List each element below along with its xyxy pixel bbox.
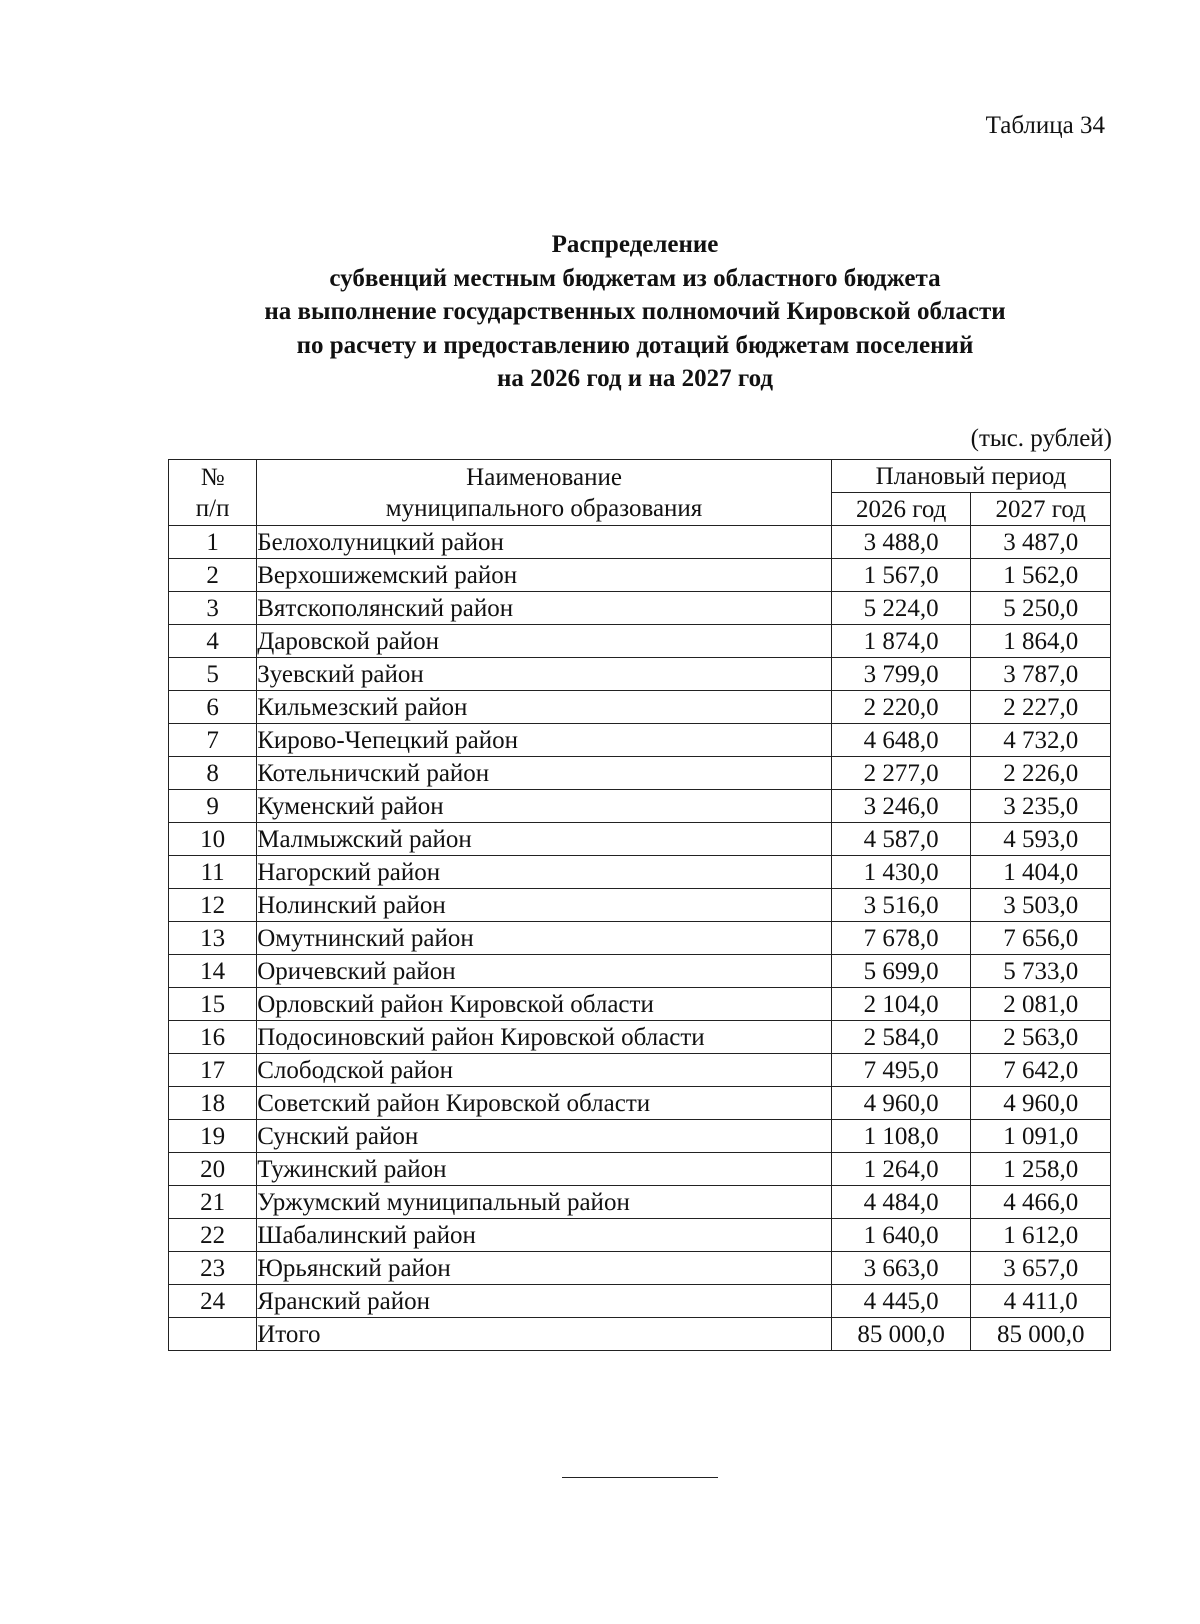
subvention-table — [168, 459, 1111, 1351]
amount-2027: 7 656,0 — [971, 922, 1111, 955]
municipality-name: Яранский район — [257, 1285, 832, 1318]
amount-2027: 1 091,0 — [971, 1120, 1111, 1153]
table-row — [169, 1153, 1111, 1186]
table-row — [169, 658, 1111, 691]
row-number: 18 — [169, 1087, 257, 1120]
amount-2026: 3 663,0 — [831, 1252, 971, 1285]
total-label: Итого — [257, 1318, 832, 1351]
header-row — [169, 460, 1111, 493]
footer-rule — [562, 1477, 718, 1478]
table-row — [169, 1087, 1111, 1120]
table-row — [169, 1219, 1111, 1252]
amount-2027: 3 487,0 — [971, 526, 1111, 559]
municipality-name: Кирово-Чепецкий район — [257, 724, 832, 757]
row-number: 2 — [169, 559, 257, 592]
amount-2026: 3 246,0 — [831, 790, 971, 823]
table-header — [169, 460, 1111, 526]
title-line: на 2026 год и на 2027 год — [496, 365, 774, 392]
amount-2027: 7 642,0 — [971, 1054, 1111, 1087]
row-number: 1 — [169, 526, 257, 559]
amount-2026: 1 567,0 — [831, 559, 971, 592]
amount-2027: 5 733,0 — [971, 955, 1111, 988]
table-row — [169, 889, 1111, 922]
header-name — [257, 460, 832, 526]
row-number: 12 — [169, 889, 257, 922]
table-row — [169, 757, 1111, 790]
amount-2027: 5 250,0 — [971, 592, 1111, 625]
row-number: 16 — [169, 1021, 257, 1054]
table-row — [169, 592, 1111, 625]
row-number: 8 — [169, 757, 257, 790]
table-body — [169, 526, 1111, 1351]
amount-2027: 1 258,0 — [971, 1153, 1111, 1186]
amount-2026: 4 484,0 — [831, 1186, 971, 1219]
amount-2027: 2 563,0 — [971, 1021, 1111, 1054]
amount-2027: 4 593,0 — [971, 823, 1111, 856]
row-number: 20 — [169, 1153, 257, 1186]
municipality-name: Сунский район — [257, 1120, 832, 1153]
amount-2026: 1 430,0 — [831, 856, 971, 889]
municipality-name: Советский район Кировской области — [257, 1087, 832, 1120]
amount-2026: 7 678,0 — [831, 922, 971, 955]
amount-2026: 5 699,0 — [831, 955, 971, 988]
municipality-name: Шабалинский район — [257, 1219, 832, 1252]
amount-2027: 3 787,0 — [971, 658, 1111, 691]
row-number: 15 — [169, 988, 257, 1021]
amount-2026: 1 874,0 — [831, 625, 971, 658]
header-period: Плановый период — [831, 460, 1110, 493]
amount-2026: 5 224,0 — [831, 592, 971, 625]
amount-2026: 3 488,0 — [831, 526, 971, 559]
municipality-name: Подосиновский район Кировской области — [257, 1021, 832, 1054]
row-number: 4 — [169, 625, 257, 658]
municipality-name: Тужинский район — [257, 1153, 832, 1186]
title-line: субвенций местным бюджетам из областного бюджета — [329, 264, 941, 292]
amount-2026: 4 960,0 — [831, 1087, 971, 1120]
amount-2026: 4 445,0 — [831, 1285, 971, 1318]
table-row — [169, 1252, 1111, 1285]
header-num — [169, 460, 257, 526]
amount-2027: 1 612,0 — [971, 1219, 1111, 1252]
row-number: 10 — [169, 823, 257, 856]
table-row — [169, 691, 1111, 724]
table-row — [169, 790, 1111, 823]
amount-2026: 2 277,0 — [831, 757, 971, 790]
table-row — [169, 625, 1111, 658]
amount-2027: 2 081,0 — [971, 988, 1111, 1021]
table-row — [169, 1120, 1111, 1153]
table-row — [169, 856, 1111, 889]
amount-2027: 3 657,0 — [971, 1252, 1111, 1285]
header-year-2026: 2026 год — [831, 493, 971, 526]
municipality-name: Вятскополянский район — [257, 592, 832, 625]
row-number: 11 — [169, 856, 257, 889]
municipality-name: Даровской район — [257, 625, 832, 658]
header-num-line1: № — [200, 463, 225, 491]
amount-2027: 3 235,0 — [971, 790, 1111, 823]
amount-2026: 3 516,0 — [831, 889, 971, 922]
row-number: 13 — [169, 922, 257, 955]
title-line: на выполнение государственных полномочий Кировской области — [264, 298, 1006, 325]
row-number: 3 — [169, 592, 257, 625]
title-line: по расчету и предоставлению дотаций бюджетам поселений — [296, 331, 974, 359]
municipality-name: Зуевский район — [257, 658, 832, 691]
amount-2026: 3 799,0 — [831, 658, 971, 691]
header-num-line2: п/п — [195, 494, 230, 522]
municipality-name: Котельничский район — [257, 757, 832, 790]
table-row — [169, 1054, 1111, 1087]
total-row — [169, 1318, 1111, 1351]
row-number: 19 — [169, 1120, 257, 1153]
amount-2026: 1 640,0 — [831, 1219, 971, 1252]
header-name-line1: Наименование — [466, 463, 622, 491]
units-label: (тыс. рублей) — [970, 425, 1112, 452]
municipality-name: Нолинский район — [257, 889, 832, 922]
table-row — [169, 724, 1111, 757]
row-number: 24 — [169, 1285, 257, 1318]
row-number: 17 — [169, 1054, 257, 1087]
amount-2026: 4 648,0 — [831, 724, 971, 757]
amount-2027: 4 732,0 — [971, 724, 1111, 757]
table-row — [169, 1186, 1111, 1219]
total-2027: 85 000,0 — [971, 1318, 1111, 1351]
municipality-name: Куменский район — [257, 790, 832, 823]
row-number: 6 — [169, 691, 257, 724]
amount-2027: 4 466,0 — [971, 1186, 1111, 1219]
amount-2027: 4 960,0 — [971, 1087, 1111, 1120]
amount-2026: 2 104,0 — [831, 988, 971, 1021]
amount-2026: 4 587,0 — [831, 823, 971, 856]
municipality-name: Нагорский район — [257, 856, 832, 889]
municipality-name: Омутнинский район — [257, 922, 832, 955]
municipality-name: Юрьянский район — [257, 1252, 832, 1285]
amount-2026: 1 264,0 — [831, 1153, 971, 1186]
table-row — [169, 559, 1111, 592]
row-number: 14 — [169, 955, 257, 988]
municipality-name: Орловский район Кировской области — [257, 988, 832, 1021]
municipality-name: Малмыжский район — [257, 823, 832, 856]
municipality-name: Белохолуницкий район — [257, 526, 832, 559]
total-number — [169, 1318, 257, 1351]
row-number: 21 — [169, 1186, 257, 1219]
amount-2027: 2 227,0 — [971, 691, 1111, 724]
row-number: 9 — [169, 790, 257, 823]
table-row — [169, 922, 1111, 955]
row-number: 23 — [169, 1252, 257, 1285]
municipality-name: Оричевский район — [257, 955, 832, 988]
table-row — [169, 823, 1111, 856]
municipality-name: Слободской район — [257, 1054, 832, 1087]
amount-2027: 3 503,0 — [971, 889, 1111, 922]
amount-2027: 4 411,0 — [971, 1285, 1111, 1318]
title-line: Распределение — [551, 231, 719, 258]
table-row — [169, 1285, 1111, 1318]
table-row — [169, 988, 1111, 1021]
amount-2027: 1 404,0 — [971, 856, 1111, 889]
amount-2027: 2 226,0 — [971, 757, 1111, 790]
table-row — [169, 955, 1111, 988]
row-number: 5 — [169, 658, 257, 691]
amount-2027: 1 864,0 — [971, 625, 1111, 658]
amount-2026: 2 220,0 — [831, 691, 971, 724]
amount-2026: 2 584,0 — [831, 1021, 971, 1054]
table-row — [169, 1021, 1111, 1054]
municipality-name: Верхошижемский район — [257, 559, 832, 592]
header-name-line2: муниципального образования — [385, 494, 703, 522]
municipality-name: Кильмезский район — [257, 691, 832, 724]
municipality-name: Уржумский муниципальный район — [257, 1186, 832, 1219]
header-year-2027: 2027 год — [971, 493, 1111, 526]
table-number-label: Таблица 34 — [985, 112, 1105, 139]
amount-2026: 7 495,0 — [831, 1054, 971, 1087]
amount-2027: 1 562,0 — [971, 559, 1111, 592]
document-title — [0, 228, 1200, 396]
row-number: 7 — [169, 724, 257, 757]
table-row — [169, 526, 1111, 559]
row-number: 22 — [169, 1219, 257, 1252]
amount-2026: 1 108,0 — [831, 1120, 971, 1153]
total-2026: 85 000,0 — [831, 1318, 971, 1351]
